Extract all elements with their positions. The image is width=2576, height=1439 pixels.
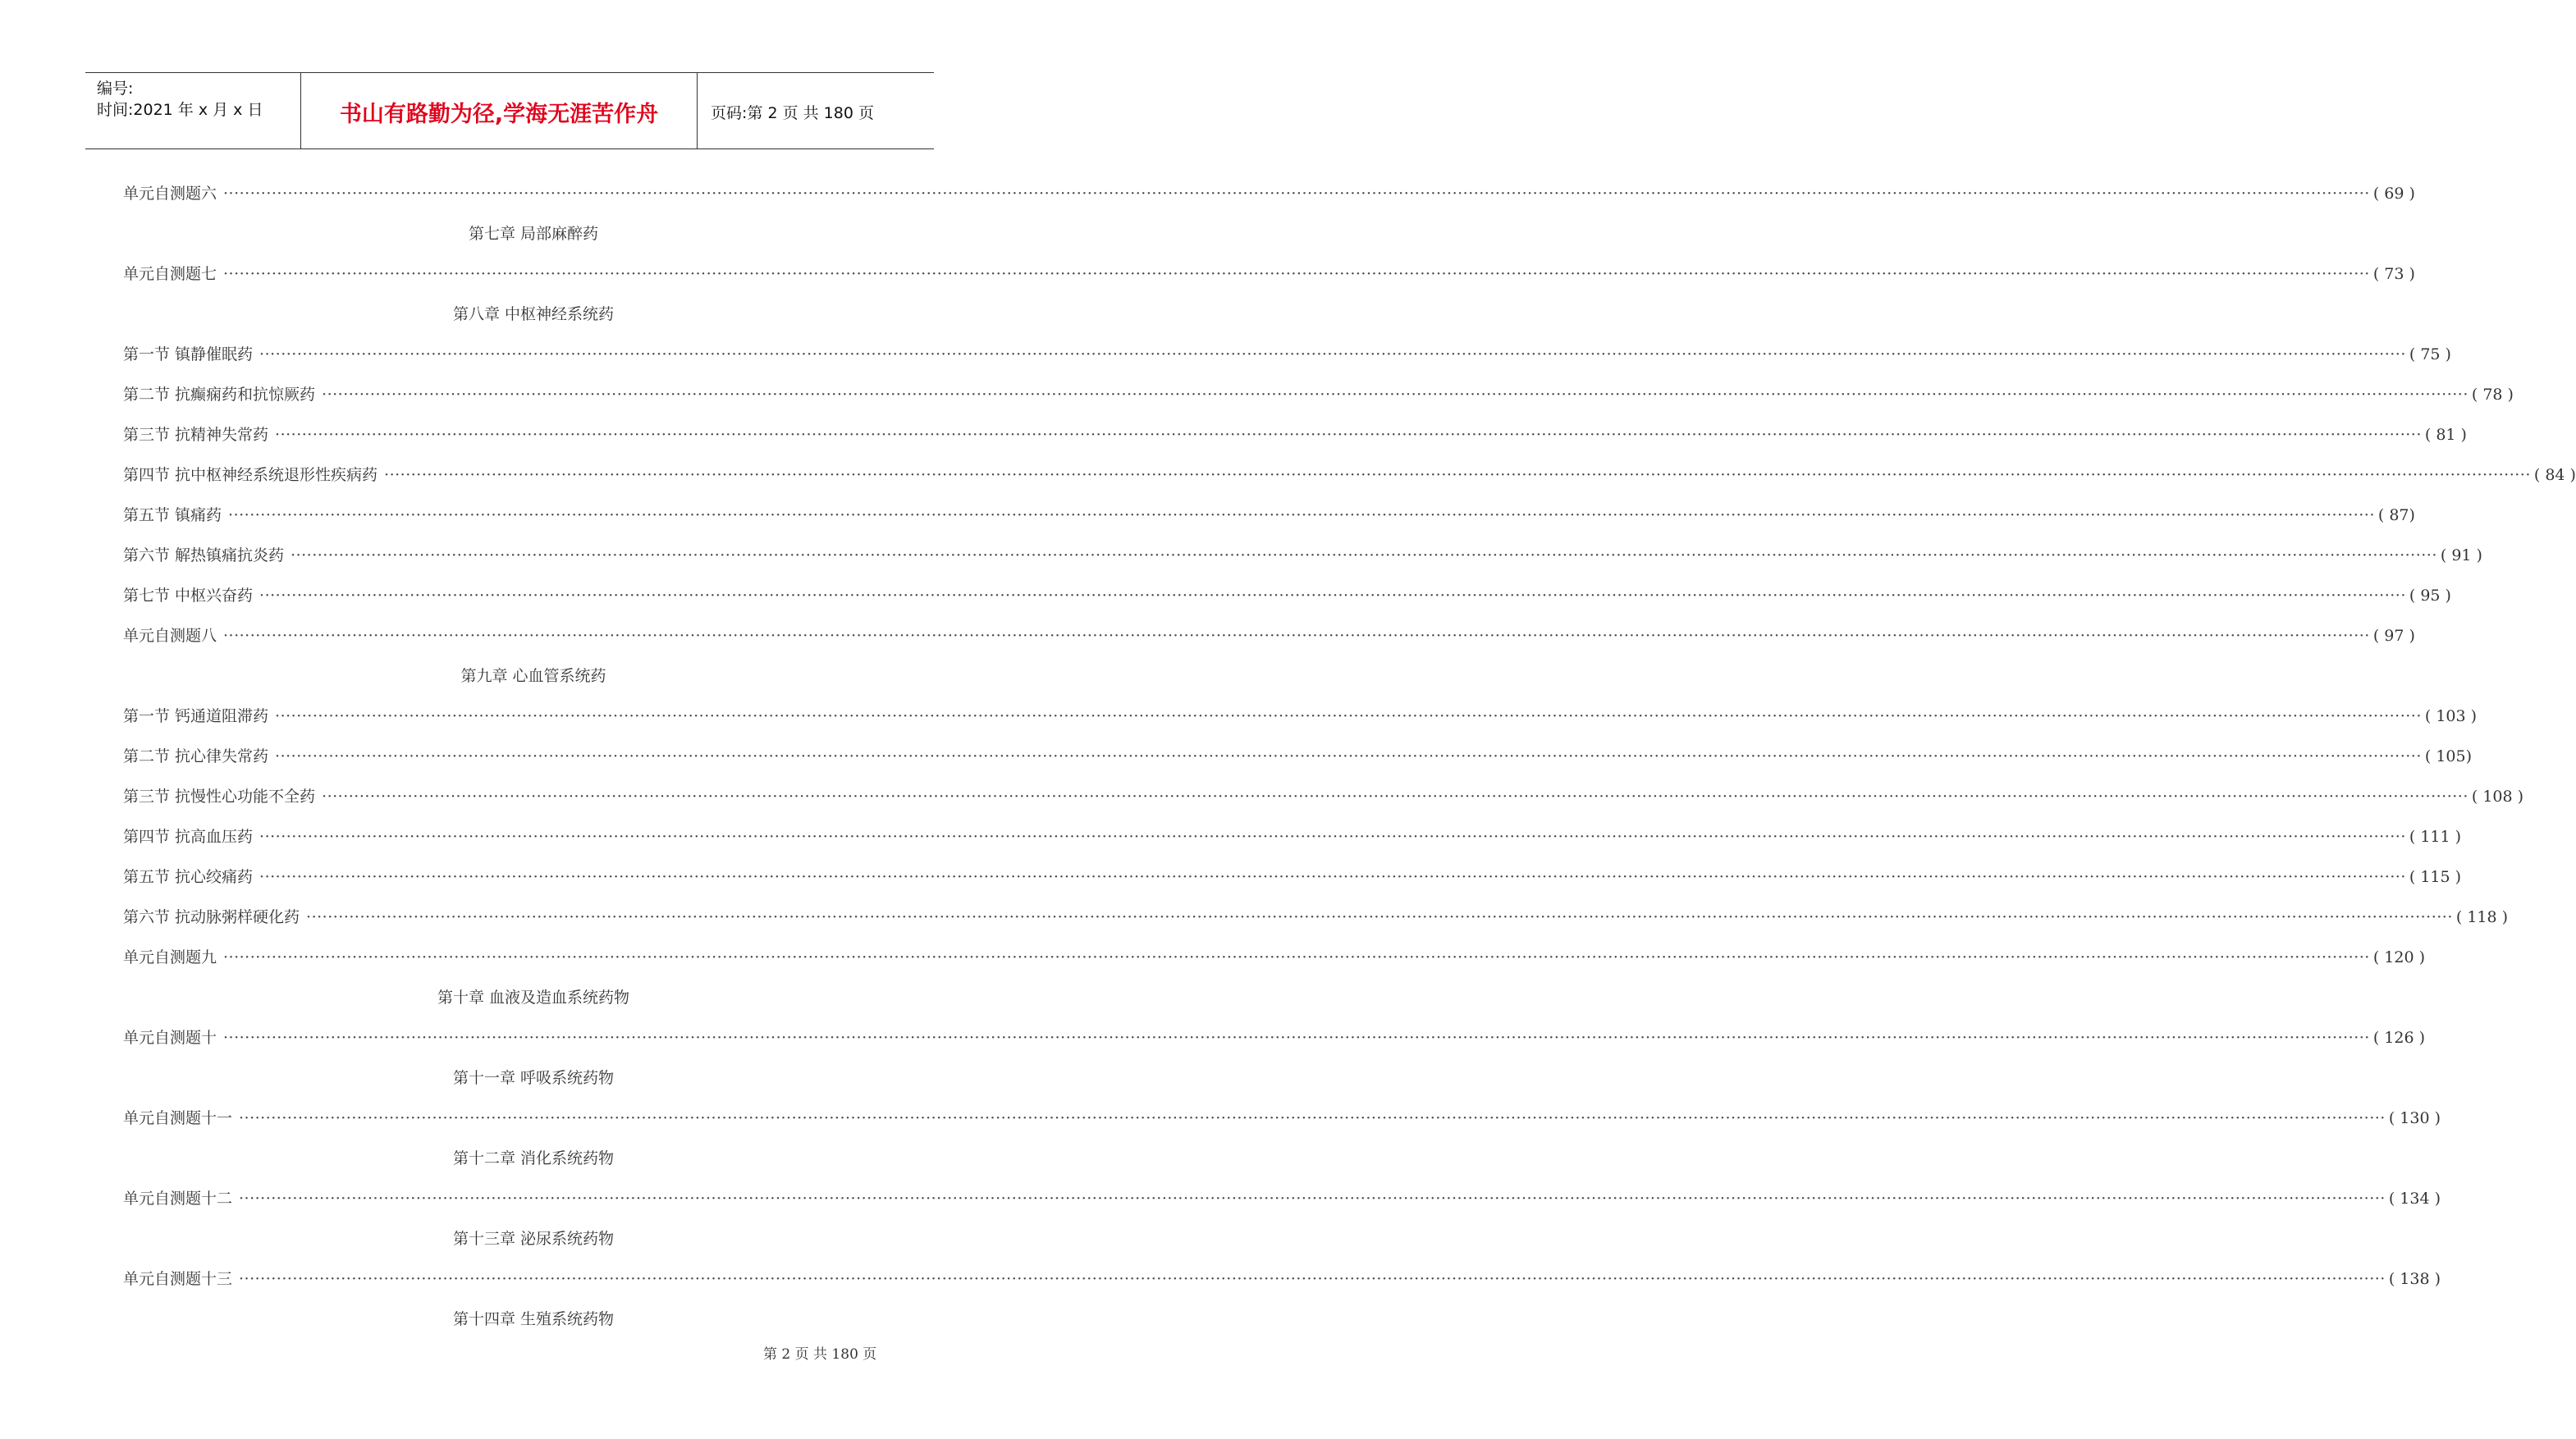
chapter-title: 第十三章 泌尿系统药物 [452,1230,615,1248]
dot-leader: ················································································································································································································································································································································································································ [223,627,2370,645]
toc-chapter-heading [123,1219,895,1259]
dot-leader: ················································································································································································································································································································································································································ [322,788,2468,806]
toc-entry-page: ( 108 ) [2471,788,2524,806]
toc-entry[interactable] [123,1099,2441,1139]
chapter-title: 第七章 局部麻醉药 [468,225,599,243]
toc-entry-title: 单元自测题十三 [123,1270,233,1288]
toc-entry-page: ( 115 ) [2409,868,2462,886]
toc-entry[interactable] [123,415,2467,455]
toc-entry-page: ( 87) [2377,506,2415,524]
toc-entry-page: ( 138 ) [2388,1270,2441,1288]
toc-chapter-heading [123,1300,895,1340]
toc-entry[interactable] [123,536,2482,576]
dot-leader: ················································································································································································································································································································································································································ [384,466,2531,484]
toc-entry-title: 第六节 解热镇痛抗炎药 [123,546,285,564]
toc-entry[interactable] [123,616,2415,656]
toc-entry[interactable] [123,697,2478,737]
toc-entry[interactable] [123,335,2451,375]
toc-entry[interactable] [123,1179,2441,1219]
dot-leader: ················································································································································································································································································································································································································ [259,828,2406,846]
toc-entry-page: ( 126 ) [2372,1029,2426,1047]
header-motto-cell [300,73,698,148]
toc-entry-title: 单元自测题十二 [123,1190,233,1208]
toc-entry-page: ( 91 ) [2440,546,2482,564]
toc-entry[interactable] [123,817,2462,857]
chapter-title: 第十四章 生殖系统药物 [452,1310,615,1328]
dot-leader: ················································································································································································································································································································································································································ [239,1190,2386,1208]
dot-leader: ················································································································································································································································································································································································································ [239,1270,2386,1288]
toc-entry-page: ( 120 ) [2372,948,2426,966]
toc-entry-title: 第五节 镇痛药 [123,506,222,524]
toc-chapter-heading [123,295,895,335]
toc-entry-page: ( 73 ) [2372,265,2415,283]
toc-entry-page: ( 84 ) [2533,466,2576,484]
toc-entry-title: 第三节 抗慢性心功能不全药 [123,788,316,806]
dot-leader: ················································································································································································································································································································································································································ [259,868,2406,886]
toc-entry[interactable] [123,777,2524,817]
header-page-cell [698,73,934,148]
dot-leader: ················································································································································································································································································································································································································ [259,587,2406,605]
toc-entry-title: 单元自测题七 [123,265,217,283]
toc-entry[interactable] [123,496,2415,536]
dot-leader: ················································································································································································································································································································································································································ [223,948,2370,966]
dot-leader: ················································································································································································································································································································································································································ [239,1109,2386,1127]
toc-entry[interactable] [123,254,2415,295]
toc-entry-page: ( 111 ) [2409,828,2462,846]
dot-leader: ················································································································································································································································································································································································································ [223,185,2370,203]
motto: 书山有路勤为径,学海无涯苦作舟 [339,102,659,127]
dot-leader: ················································································································································································································································································································································································································ [275,426,2422,444]
toc-entry-title: 单元自测题十一 [123,1109,233,1127]
toc-entry[interactable] [123,455,2576,496]
toc-entry-title: 单元自测题六 [123,185,217,203]
dot-leader: ················································································································································································································································································································································································································ [322,386,2468,404]
toc-entry-title: 单元自测题九 [123,948,217,966]
dot-leader: ················································································································································································································································································································································································································ [223,265,2370,283]
toc-entry-page: ( 97 ) [2372,627,2415,645]
header-info-cell [85,73,300,148]
toc-chapter-heading [123,656,895,697]
toc-entry[interactable] [123,174,2415,214]
toc-entry-page: ( 130 ) [2388,1109,2441,1127]
toc-entry-title: 第四节 抗高血压药 [123,828,254,846]
toc-entry-page: ( 78 ) [2471,386,2514,404]
dot-leader: ················································································································································································································································································································································································································ [306,908,2453,926]
toc-entry[interactable] [123,938,2426,978]
page-footer: 第 2 页 共 180 页 [763,1346,877,1363]
toc-entry-page: ( 75 ) [2409,345,2451,363]
toc-chapter-heading [123,978,895,1018]
dot-leader: ················································································································································································································································································································································································································ [228,506,2375,524]
toc-entry-title: 第六节 抗动脉粥样硬化药 [123,908,300,926]
toc-entry-title: 第七节 中枢兴奋药 [123,587,254,605]
dot-leader: ················································································································································································································································································································································································································ [275,707,2422,725]
dot-leader: ················································································································································································································································································································································································································ [275,747,2422,765]
toc-entry[interactable] [123,576,2451,616]
chapter-title: 第十章 血液及造血系统药物 [437,989,630,1007]
toc-entry[interactable] [123,375,2514,415]
code-label: 编号: [97,80,134,98]
toc-entry-title: 第一节 钙通道阻滞药 [123,707,269,725]
dot-leader: ················································································································································································································································································································································································································ [291,546,2437,564]
toc-entry[interactable] [123,737,2473,777]
chapter-title: 第十二章 消化系统药物 [452,1149,615,1167]
chapter-title: 第九章 心血管系统药 [460,667,606,685]
toc-entry-page: ( 118 ) [2455,908,2509,926]
toc-entry-page: ( 95 ) [2409,587,2451,605]
toc-chapter-heading [123,214,895,254]
toc-chapter-heading [123,1058,895,1099]
toc-chapter-heading [123,1139,895,1179]
toc-entry[interactable] [123,1259,2441,1300]
toc-entry-title: 第四节 抗中枢神经系统退形性疾病药 [123,466,378,484]
toc-entry-title: 第三节 抗精神失常药 [123,426,269,444]
chapter-title: 第十一章 呼吸系统药物 [452,1069,615,1087]
table-of-contents [123,174,2576,1340]
toc-entry-page: ( 105) [2424,747,2473,765]
dot-leader: ················································································································································································································································································································································································································ [259,345,2406,363]
toc-entry-title: 第二节 抗癫痫药和抗惊厥药 [123,386,316,404]
dot-leader: ················································································································································································································································································································································································································ [223,1029,2370,1047]
toc-entry-title: 第一节 镇静催眠药 [123,345,254,363]
toc-entry-page: ( 103 ) [2424,707,2478,725]
toc-entry[interactable] [123,898,2509,938]
toc-entry-page: ( 81 ) [2424,426,2467,444]
toc-entry-title: 单元自测题八 [123,627,217,645]
toc-entry-title: 第五节 抗心绞痛药 [123,868,254,886]
toc-entry-title: 单元自测题十 [123,1029,217,1047]
header-page-code: 页码:第 2 页 共 180 页 [711,104,874,122]
toc-entry[interactable] [123,857,2462,898]
time-label: 时间:2021 年 x 月 x 日 [97,101,263,119]
chapter-title: 第八章 中枢神经系统药 [452,305,615,323]
toc-entry-title: 第二节 抗心律失常药 [123,747,269,765]
toc-entry[interactable] [123,1018,2426,1058]
document-header [85,72,934,149]
toc-entry-page: ( 69 ) [2372,185,2415,203]
toc-entry-page: ( 134 ) [2388,1190,2441,1208]
